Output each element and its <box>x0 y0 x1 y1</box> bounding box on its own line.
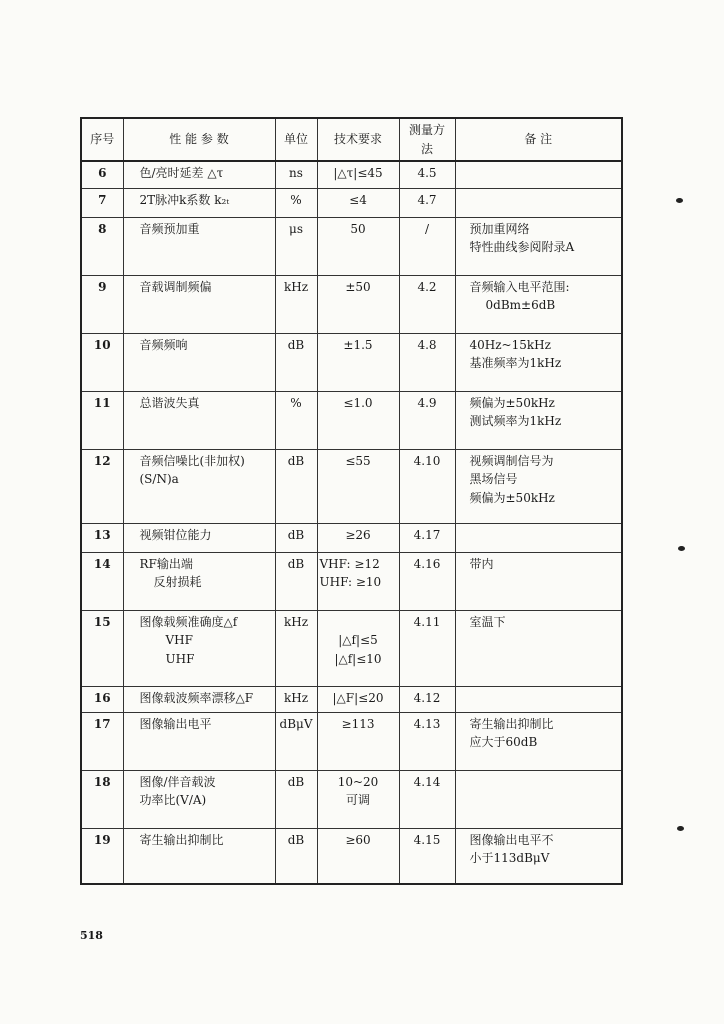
param-name <box>123 161 275 188</box>
param-name <box>123 828 275 884</box>
row-number: 8 <box>81 217 123 275</box>
table-row <box>81 712 622 770</box>
requirement <box>317 161 399 188</box>
param-line: (S/N)a <box>139 472 179 487</box>
note-line: 测试频率为1kHz <box>469 414 562 429</box>
method: 4.9 <box>399 391 455 449</box>
param-line: 2T脉冲k系数 k₂ₜ <box>139 192 230 207</box>
note-line: 寄生输出抑制比 <box>469 716 554 731</box>
req-line: |△F|≤20 <box>332 690 384 705</box>
table-row <box>81 828 622 884</box>
req-line: 50 <box>350 221 366 236</box>
note-line: 40Hz~15kHz <box>469 337 551 352</box>
note-line: 特性曲线参阅附录A <box>469 240 575 255</box>
table-row <box>81 188 622 217</box>
requirement <box>317 391 399 449</box>
margin-mark <box>677 826 684 831</box>
req-line: ≤55 <box>345 453 371 468</box>
method: 4.5 <box>399 161 455 188</box>
table-row <box>81 275 622 333</box>
param-line: 音载调制频偏 <box>139 279 212 294</box>
param-line: 色/亮时延差 △τ <box>139 166 224 181</box>
unit: % <box>275 391 317 449</box>
req-line: 10~20 <box>337 774 379 789</box>
table-row <box>81 523 622 552</box>
table-row <box>81 161 622 188</box>
method: 4.17 <box>399 523 455 552</box>
param-name <box>123 610 275 686</box>
method: 4.8 <box>399 333 455 391</box>
method: 4.16 <box>399 552 455 610</box>
req-line: ≥60 <box>345 832 371 847</box>
table-body <box>81 161 622 884</box>
param-name <box>123 770 275 828</box>
param-name <box>123 188 275 217</box>
param-line: 寄生输出抑制比 <box>139 832 224 847</box>
row-number: 15 <box>81 610 123 686</box>
table-row <box>81 610 622 686</box>
note-line: 室温下 <box>469 614 506 629</box>
param-line: 音频频响 <box>139 337 188 352</box>
note <box>455 770 622 828</box>
row-number: 11 <box>81 391 123 449</box>
margin-mark <box>676 198 683 203</box>
requirement <box>317 523 399 552</box>
param-line: 图像输出电平 <box>139 716 212 731</box>
unit: kHz <box>275 610 317 686</box>
unit: dB <box>275 552 317 610</box>
unit: dB <box>275 333 317 391</box>
header-method: 测量方法 <box>399 118 455 161</box>
requirement <box>317 712 399 770</box>
req-line: |△τ|≤45 <box>333 166 383 181</box>
param-line: 图像/伴音载波 <box>139 774 216 789</box>
note-line: 预加重网络 <box>469 221 530 236</box>
param-line: 视频钳位能力 <box>139 527 212 542</box>
req-line: ≤1.0 <box>343 395 373 410</box>
requirement <box>317 686 399 712</box>
req-line: VHF: ≥12 <box>319 556 380 571</box>
note-line: 小于113dBμV <box>469 851 550 866</box>
unit: dB <box>275 828 317 884</box>
requirement <box>317 610 399 686</box>
header-no: 序号 <box>81 118 123 161</box>
req-line: ≥26 <box>345 527 371 542</box>
table-row <box>81 333 622 391</box>
param-line: UHF <box>165 651 195 666</box>
note-line: 基准频率为1kHz <box>469 356 562 371</box>
param-line: RF输出端 <box>139 556 193 571</box>
note-line: 视频调制信号为 <box>469 453 554 468</box>
method: 4.2 <box>399 275 455 333</box>
unit: kHz <box>275 275 317 333</box>
note-line: 频偏为±50kHz <box>469 490 555 505</box>
row-number: 14 <box>81 552 123 610</box>
param-name <box>123 275 275 333</box>
req-line: |△f|≤5 <box>338 633 378 648</box>
param-line: 图像载频准确度△f <box>139 614 238 629</box>
req-line: ≥113 <box>341 716 375 731</box>
unit: ns <box>275 161 317 188</box>
note-line: 音频输入电平范围: <box>469 279 570 294</box>
param-name <box>123 391 275 449</box>
req-line: ≤4 <box>349 192 367 207</box>
req-line <box>322 613 395 632</box>
table-row <box>81 449 622 523</box>
requirement <box>317 333 399 391</box>
note <box>455 449 622 523</box>
requirement <box>317 552 399 610</box>
row-number: 10 <box>81 333 123 391</box>
row-number: 18 <box>81 770 123 828</box>
note <box>455 828 622 884</box>
param-line: 反射损耗 <box>153 575 202 590</box>
note <box>455 161 622 188</box>
margin-mark <box>678 546 685 551</box>
unit: dB <box>275 770 317 828</box>
note <box>455 712 622 770</box>
param-line: 图像载波频率漂移△F <box>139 690 254 705</box>
requirement <box>317 449 399 523</box>
requirement <box>317 828 399 884</box>
method: / <box>399 217 455 275</box>
unit: μs <box>275 217 317 275</box>
unit: dB <box>275 523 317 552</box>
row-number: 9 <box>81 275 123 333</box>
note <box>455 686 622 712</box>
row-number: 13 <box>81 523 123 552</box>
param-name <box>123 523 275 552</box>
note-line: 频偏为±50kHz <box>469 395 555 410</box>
note <box>455 610 622 686</box>
param-line: 功率比(V/A) <box>139 793 207 808</box>
table-row <box>81 217 622 275</box>
req-line: ±1.5 <box>343 337 373 352</box>
row-number: 6 <box>81 161 123 188</box>
requirement <box>317 217 399 275</box>
note-line: 应大于60dB <box>469 735 538 750</box>
method: 4.13 <box>399 712 455 770</box>
method: 4.10 <box>399 449 455 523</box>
row-number: 17 <box>81 712 123 770</box>
param-name <box>123 712 275 770</box>
note <box>455 333 622 391</box>
row-number: 7 <box>81 188 123 217</box>
note <box>455 552 622 610</box>
param-name <box>123 333 275 391</box>
table-row <box>81 391 622 449</box>
note <box>455 391 622 449</box>
table-row <box>81 552 622 610</box>
unit: dB <box>275 449 317 523</box>
method: 4.11 <box>399 610 455 686</box>
param-name <box>123 449 275 523</box>
method: 4.14 <box>399 770 455 828</box>
note-line: 图像输出电平不 <box>469 832 554 847</box>
header-param: 性 能 参 数 <box>123 118 275 161</box>
method: 4.7 <box>399 188 455 217</box>
header-unit: 单位 <box>275 118 317 161</box>
note <box>455 188 622 217</box>
param-line: VHF <box>165 633 193 648</box>
table-header <box>81 118 622 161</box>
param-line: 音频信噪比(非加权) <box>139 453 245 468</box>
unit: dBμV <box>275 712 317 770</box>
param-name <box>123 552 275 610</box>
req-line: |△f|≤10 <box>334 651 382 666</box>
param-name <box>123 686 275 712</box>
req-line: 可调 <box>345 793 370 808</box>
method: 4.15 <box>399 828 455 884</box>
requirement <box>317 770 399 828</box>
note-line: 带内 <box>469 556 494 571</box>
header-note: 备 注 <box>455 118 622 161</box>
table-row <box>81 686 622 712</box>
param-line: 音频预加重 <box>139 221 200 236</box>
row-number: 12 <box>81 449 123 523</box>
row-number: 19 <box>81 828 123 884</box>
note-line: 黑场信号 <box>469 472 518 487</box>
method: 4.12 <box>399 686 455 712</box>
page-number: 518 <box>80 929 103 942</box>
unit: kHz <box>275 686 317 712</box>
requirement <box>317 275 399 333</box>
header-req: 技术要求 <box>317 118 399 161</box>
req-line: UHF: ≥10 <box>319 575 382 590</box>
note <box>455 523 622 552</box>
spec-table <box>80 117 623 885</box>
table-row <box>81 770 622 828</box>
note <box>455 275 622 333</box>
note <box>455 217 622 275</box>
row-number: 16 <box>81 686 123 712</box>
req-line: ±50 <box>345 279 371 294</box>
param-name <box>123 217 275 275</box>
requirement <box>317 188 399 217</box>
unit: % <box>275 188 317 217</box>
note-line: 0dBm±6dB <box>485 298 556 313</box>
param-line: 总谐波失真 <box>139 395 200 410</box>
